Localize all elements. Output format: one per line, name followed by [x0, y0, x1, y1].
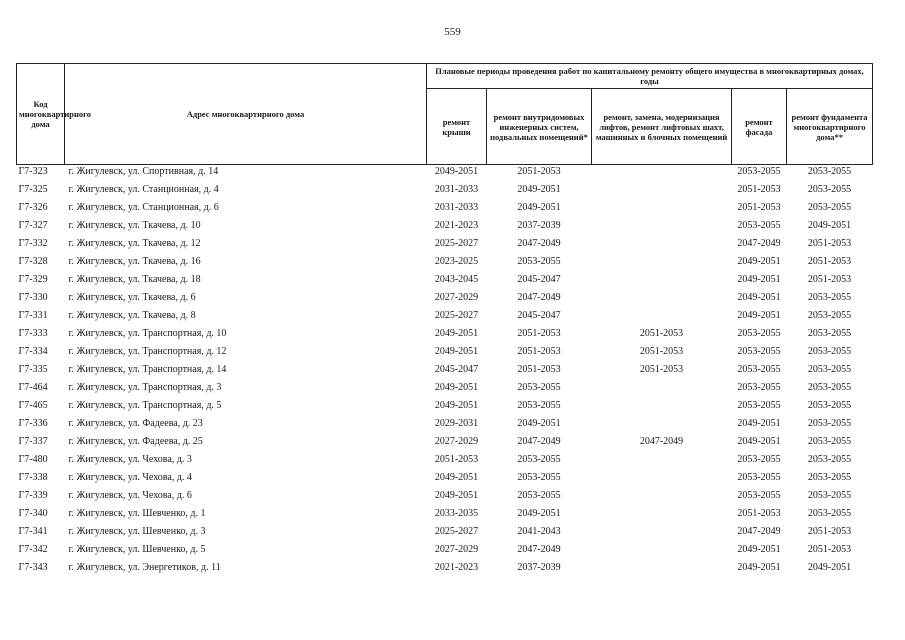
table-row	[17, 451, 873, 469]
cell-address: г. Жигулевск, ул. Ткачева, д. 6	[68, 292, 196, 303]
cell-foundation: 2053-2055	[807, 184, 852, 195]
cell-elevators	[592, 397, 732, 415]
cell-address: г. Жигулевск, ул. Станционная, д. 6	[68, 202, 219, 213]
cell-facade: 2051-2053	[737, 202, 781, 213]
cell-roof: 2045-2047	[434, 364, 479, 375]
cell-foundation: 2053-2055	[807, 508, 852, 519]
cell-systems: 2053-2055	[517, 472, 561, 483]
cell-code: Г7-327	[18, 220, 48, 231]
cell-facade: 2053-2055	[737, 364, 781, 375]
cell-systems: 2041-2043	[517, 526, 561, 537]
cell-roof: 2033-2035	[434, 508, 479, 519]
cell-elevators	[592, 559, 732, 577]
cell-elevators	[592, 415, 732, 433]
cell-systems: 2049-2051	[517, 202, 561, 213]
cell-roof: 2049-2051	[434, 346, 479, 357]
header-code: Код многоквартирного дома	[17, 64, 65, 165]
cell-systems: 2051-2053	[517, 364, 561, 375]
cell-code: Г7-328	[18, 256, 48, 267]
cell-code: Г7-335	[18, 364, 48, 375]
cell-facade: 2053-2055	[737, 328, 781, 339]
cell-roof: 2049-2051	[434, 328, 479, 339]
cell-facade: 2053-2055	[737, 400, 781, 411]
cell-elevators	[592, 523, 732, 541]
cell-elevators: 2047-2049	[639, 436, 684, 447]
cell-roof: 2027-2029	[434, 292, 479, 303]
cell-address: г. Жигулевск, ул. Чехова, д. 6	[68, 490, 192, 501]
cell-systems: 2045-2047	[517, 310, 561, 321]
header-periods-group: Плановые периоды проведения работ по капитальному ремонту общего имущества в многоквартирных домах, годы	[427, 64, 873, 89]
cell-roof: 2027-2029	[434, 436, 479, 447]
cell-roof: 2049-2051	[434, 472, 479, 483]
cell-systems: 2051-2053	[517, 346, 561, 357]
cell-code: Г7-338	[18, 472, 48, 483]
header-roof: ремонт крыши	[427, 89, 487, 165]
cell-facade: 2053-2055	[737, 490, 781, 501]
table-body	[17, 165, 873, 578]
table-row	[17, 433, 873, 451]
cell-foundation: 2053-2055	[807, 418, 852, 429]
cell-elevators: 2051-2053	[639, 328, 684, 339]
table-row	[17, 253, 873, 271]
cell-elevators: 2051-2053	[639, 346, 684, 357]
cell-code: Г7-337	[18, 436, 48, 447]
cell-address: г. Жигулевск, ул. Станционная, д. 4	[68, 184, 219, 195]
cell-code: Г7-331	[18, 310, 48, 321]
cell-foundation: 2053-2055	[807, 310, 852, 321]
cell-elevators	[592, 235, 732, 253]
cell-foundation: 2053-2055	[807, 346, 852, 357]
cell-elevators	[592, 307, 732, 325]
cell-address: г. Жигулевск, ул. Шевченко, д. 3	[68, 526, 206, 537]
cell-roof: 2021-2023	[434, 562, 479, 573]
cell-roof: 2049-2051	[434, 400, 479, 411]
table-row	[17, 235, 873, 253]
table-row	[17, 559, 873, 577]
table-row	[17, 199, 873, 217]
table-row	[17, 165, 873, 182]
cell-systems: 2053-2055	[517, 256, 561, 267]
header-systems: ремонт внутридомовых инженерных систем, подвальных помещений*	[487, 89, 592, 165]
cell-roof: 2043-2045	[434, 274, 479, 285]
cell-facade: 2049-2051	[737, 292, 781, 303]
cell-foundation: 2053-2055	[807, 292, 852, 303]
table-row	[17, 181, 873, 199]
cell-address: г. Жигулевск, ул. Транспортная, д. 5	[68, 400, 222, 411]
cell-systems: 2051-2053	[517, 328, 561, 339]
cell-address: г. Жигулевск, ул. Ткачева, д. 12	[68, 238, 201, 249]
header-foundation: ремонт фундамента многоквартирного дома**	[787, 89, 873, 165]
capital-repair-table	[16, 63, 873, 577]
cell-foundation: 2053-2055	[807, 166, 852, 177]
table-row	[17, 271, 873, 289]
cell-systems: 2047-2049	[517, 436, 561, 447]
cell-foundation: 2053-2055	[807, 472, 852, 483]
cell-address: г. Жигулевск, ул. Фадеева, д. 25	[68, 436, 203, 447]
cell-elevators	[592, 469, 732, 487]
cell-foundation: 2049-2051	[807, 562, 852, 573]
cell-foundation: 2053-2055	[807, 364, 852, 375]
cell-elevators	[592, 253, 732, 271]
cell-address: г. Жигулевск, ул. Транспортная, д. 14	[68, 364, 227, 375]
cell-code: Г7-343	[18, 562, 48, 573]
cell-code: Г7-340	[18, 508, 48, 519]
cell-foundation: 2053-2055	[807, 454, 852, 465]
cell-systems: 2037-2039	[517, 220, 561, 231]
cell-facade: 2049-2051	[737, 418, 781, 429]
cell-elevators	[592, 451, 732, 469]
cell-systems: 2053-2055	[517, 490, 561, 501]
cell-roof: 2025-2027	[434, 526, 479, 537]
cell-systems: 2047-2049	[517, 238, 561, 249]
cell-foundation: 2049-2051	[807, 220, 852, 231]
cell-address: г. Жигулевск, ул. Транспортная, д. 3	[68, 382, 222, 393]
cell-facade: 2049-2051	[737, 256, 781, 267]
cell-systems: 2049-2051	[517, 418, 561, 429]
cell-code: Г7-465	[18, 400, 48, 411]
table-row	[17, 415, 873, 433]
cell-code: Г7-329	[18, 274, 48, 285]
cell-facade: 2051-2053	[737, 184, 781, 195]
cell-elevators: 2051-2053	[639, 364, 684, 375]
cell-foundation: 2051-2053	[807, 256, 852, 267]
cell-facade: 2049-2051	[737, 436, 781, 447]
cell-elevators	[592, 541, 732, 559]
cell-roof: 2021-2023	[434, 220, 479, 231]
cell-foundation: 2053-2055	[807, 490, 852, 501]
table-row	[17, 523, 873, 541]
cell-facade: 2053-2055	[737, 382, 781, 393]
cell-code: Г7-464	[18, 382, 48, 393]
header-elevators: ремонт, замена, модернизация лифтов, ремонт лифтовых шахт, машинных и блочных помещений	[592, 89, 732, 165]
cell-address: г. Жигулевск, ул. Спортивная, д. 14	[68, 166, 219, 177]
cell-code: Г7-341	[18, 526, 48, 537]
cell-address: г. Жигулевск, ул. Шевченко, д. 5	[68, 544, 206, 555]
cell-systems: 2045-2047	[517, 274, 561, 285]
cell-facade: 2047-2049	[737, 238, 781, 249]
cell-systems: 2049-2051	[517, 184, 561, 195]
cell-code: Г7-332	[18, 238, 48, 249]
cell-systems: 2049-2051	[517, 508, 561, 519]
cell-facade: 2049-2051	[737, 274, 781, 285]
cell-foundation: 2051-2053	[807, 544, 852, 555]
cell-elevators	[592, 217, 732, 235]
table-row	[17, 217, 873, 235]
table-row	[17, 343, 873, 361]
cell-roof: 2029-2031	[434, 418, 479, 429]
table-row	[17, 505, 873, 523]
cell-address: г. Жигулевск, ул. Транспортная, д. 10	[68, 328, 227, 339]
cell-code: Г7-342	[18, 544, 48, 555]
page-number: 559	[444, 26, 461, 38]
cell-roof: 2025-2027	[434, 238, 479, 249]
cell-facade: 2053-2055	[737, 220, 781, 231]
cell-facade: 2053-2055	[737, 454, 781, 465]
cell-systems: 2053-2055	[517, 400, 561, 411]
cell-address: г. Жигулевск, ул. Чехова, д. 3	[68, 454, 192, 465]
cell-facade: 2049-2051	[737, 562, 781, 573]
table-row	[17, 307, 873, 325]
cell-address: г. Жигулевск, ул. Фадеева, д. 23	[68, 418, 203, 429]
cell-roof: 2027-2029	[434, 544, 479, 555]
cell-systems: 2047-2049	[517, 292, 561, 303]
cell-code: Г7-326	[18, 202, 48, 213]
cell-code: Г7-336	[18, 418, 48, 429]
table-row	[17, 361, 873, 379]
cell-roof: 2025-2027	[434, 310, 479, 321]
cell-address: г. Жигулевск, ул. Энергетиков, д. 11	[68, 562, 221, 573]
table-row	[17, 469, 873, 487]
cell-roof: 2049-2051	[434, 382, 479, 393]
cell-elevators	[592, 271, 732, 289]
cell-address: г. Жигулевск, ул. Ткачева, д. 8	[68, 310, 196, 321]
table-row	[17, 487, 873, 505]
cell-roof: 2049-2051	[434, 490, 479, 501]
table-row	[17, 379, 873, 397]
cell-roof: 2049-2051	[434, 166, 479, 177]
cell-address: г. Жигулевск, ул. Транспортная, д. 12	[68, 346, 227, 357]
cell-systems: 2051-2053	[517, 166, 561, 177]
cell-facade: 2053-2055	[737, 166, 781, 177]
cell-foundation: 2053-2055	[807, 382, 852, 393]
cell-elevators	[592, 289, 732, 307]
table-row	[17, 289, 873, 307]
cell-facade: 2053-2055	[737, 346, 781, 357]
cell-elevators	[592, 487, 732, 505]
table-row	[17, 325, 873, 343]
cell-address: г. Жигулевск, ул. Ткачева, д. 16	[68, 256, 201, 267]
cell-code: Г7-480	[18, 454, 48, 465]
cell-systems: 2053-2055	[517, 454, 561, 465]
cell-facade: 2047-2049	[737, 526, 781, 537]
cell-foundation: 2053-2055	[807, 400, 852, 411]
cell-code: Г7-334	[18, 346, 48, 357]
table-row	[17, 541, 873, 559]
cell-systems: 2053-2055	[517, 382, 561, 393]
table-row	[17, 397, 873, 415]
cell-foundation: 2051-2053	[807, 238, 852, 249]
cell-systems: 2047-2049	[517, 544, 561, 555]
cell-code: Г7-333	[18, 328, 48, 339]
cell-code: Г7-339	[18, 490, 48, 501]
cell-elevators	[592, 181, 732, 199]
cell-foundation: 2053-2055	[807, 202, 852, 213]
cell-code: Г7-330	[18, 292, 48, 303]
cell-facade: 2049-2051	[737, 544, 781, 555]
cell-facade: 2051-2053	[737, 508, 781, 519]
cell-code: Г7-325	[18, 184, 48, 195]
cell-facade: 2053-2055	[737, 472, 781, 483]
cell-roof: 2023-2025	[434, 256, 479, 267]
cell-facade: 2049-2051	[737, 310, 781, 321]
cell-roof: 2031-2033	[434, 184, 479, 195]
header-address: Адрес многоквартирного дома	[65, 64, 427, 165]
cell-foundation: 2051-2053	[807, 526, 852, 537]
cell-elevators	[592, 165, 732, 182]
cell-systems: 2037-2039	[517, 562, 561, 573]
cell-address: г. Жигулевск, ул. Чехова, д. 4	[68, 472, 192, 483]
cell-elevators	[592, 505, 732, 523]
cell-elevators	[592, 199, 732, 217]
cell-address: г. Жигулевск, ул. Ткачева, д. 10	[68, 220, 201, 231]
table-header	[17, 64, 873, 165]
cell-elevators	[592, 379, 732, 397]
cell-foundation: 2051-2053	[807, 274, 852, 285]
cell-roof: 2031-2033	[434, 202, 479, 213]
cell-address: г. Жигулевск, ул. Шевченко, д. 1	[68, 508, 206, 519]
cell-code: Г7-323	[18, 166, 48, 177]
cell-roof: 2051-2053	[434, 454, 479, 465]
cell-foundation: 2053-2055	[807, 436, 852, 447]
cell-address: г. Жигулевск, ул. Ткачева, д. 18	[68, 274, 201, 285]
cell-foundation: 2053-2055	[807, 328, 852, 339]
header-facade: ремонт фасада	[732, 89, 787, 165]
